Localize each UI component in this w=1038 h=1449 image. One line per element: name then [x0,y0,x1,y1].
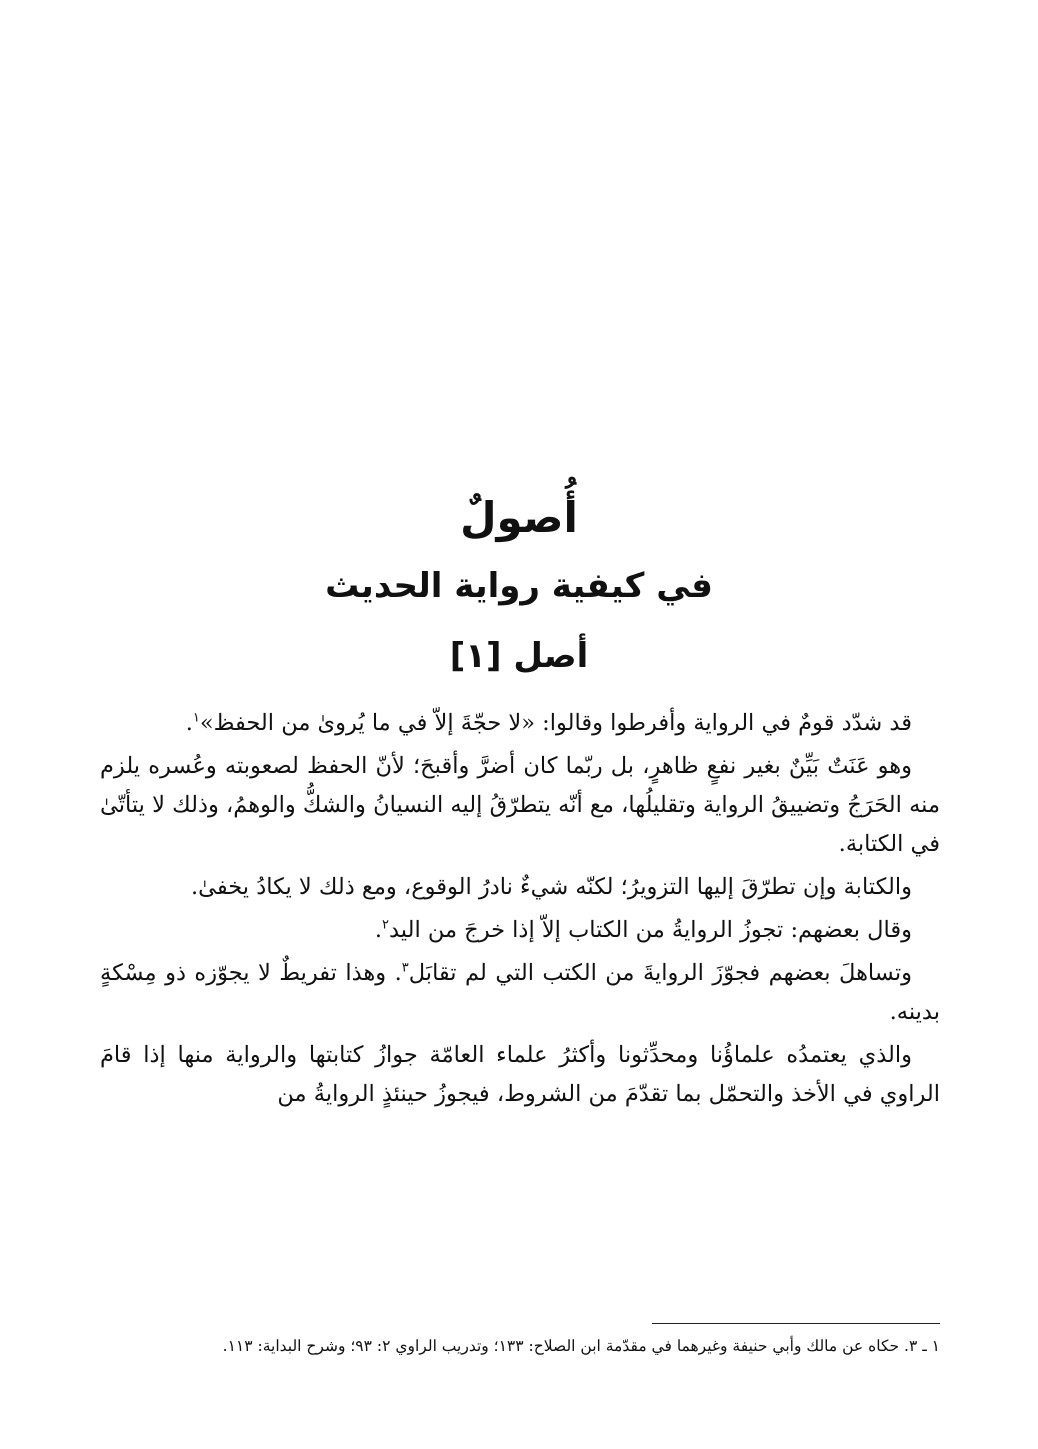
footnote-divider [652,1323,940,1324]
footnote: ١ ـ ٣. حكاه عن مالك وأبي حنيفة وغيرهما في مقدّمة ابن الصلاح: ١٣٣؛ وتدريب الراوي ٢: ٩٣؛ وشرح البداية: ١١٣. [222,1337,940,1355]
paragraph: والذي يعتمدُه علماؤُنا ومحدِّثونا وأكثرُ علماء العامّة جوازُ كتابتها والرواية منها إذا قامَ الراوي في الأخذ والتحمّل بما تقدّمَ من الشروط، فيجوزُ حينئذٍ الروايةُ من [100,1042,940,1107]
chapter-subtitle: في كيفية رواية الحديث [325,566,713,606]
footnote-marker: ٢ [382,917,389,933]
paragraph: والكتابة وإن تطرّقَ إليها التزويرُ؛ لكنّه شيءٌ نادرُ الوقوع، ومع ذلك لا يكادُ يخفىٰ. [190,874,912,900]
section-number-heading: أصل [١] [449,636,589,676]
footnote-marker: ١ [192,710,200,726]
paragraph: قد شدّد قومٌ في الرواية وأفرطوا وقالوا: «لا حجّةَ إلاّ في ما يُروىٰ من الحفظ»$^١$. [185,710,912,736]
paragraph: وهو عَنَتٌ بَيِّنٌ بغير نفعٍ ظاهرٍ، بل ربّما كان أضرَّ وأقبحَ؛ لأنّ الحفظ لصعوبته وعُسره يلزم منه الحَرَجُ وتضييقُ الرواية وتقليلُها، مع أنّه يتطرّقُ إليه النسيانُ والشكُّ والوهمُ، وذلك لا يتأتّىٰ في الكتابة. [100,753,940,857]
paragraph: وتساهلَ بعضهم فجوّزَ الروايةَ من الكتب التي لم تقابَل$^٣$. وهذا تفريطٌ لا يجوّزه ذو مِسْكةٍ بدينه. [100,960,940,1025]
paragraph: وقال بعضهم: تجوزُ الروايةُ من الكتاب إلاّ إذا خرجَ من اليد$^٢$. [374,917,912,943]
footnote-marker: ٣ [401,960,409,976]
body-text [100,704,940,1114]
chapter-title: أُصولٌ [460,493,578,542]
